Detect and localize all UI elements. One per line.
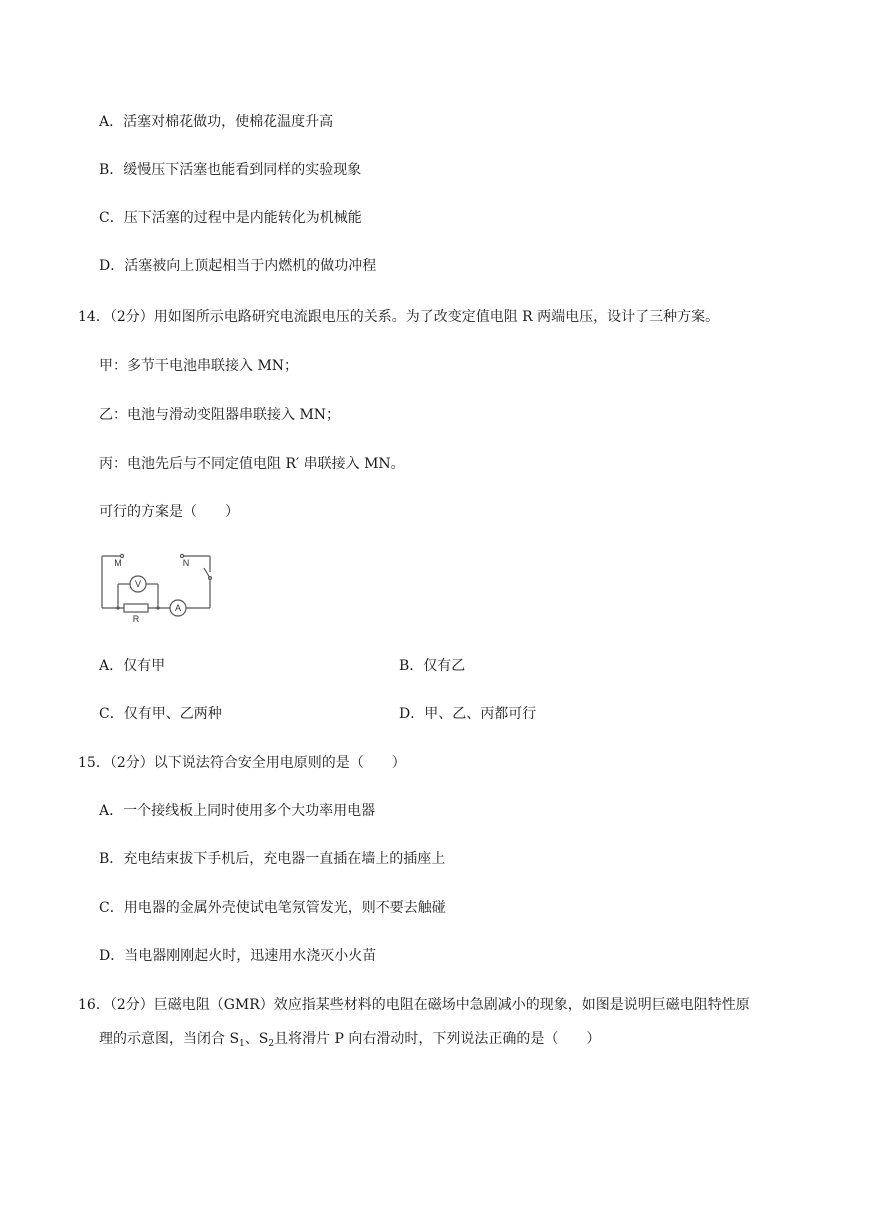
q13-option-b: B．缓慢压下活塞也能看到同样的实验现象 [99, 162, 362, 178]
q14-option-b: B．仅有乙 [399, 658, 466, 674]
s2-subscript: 2 [268, 1039, 275, 1049]
q14-option-c: C．仅有甲、乙两种 [99, 706, 222, 722]
resistor-r [124, 604, 148, 612]
label-n: N [182, 558, 190, 568]
q15-stem: 15．（2分）以下说法符合安全用电原则的是（ ） [78, 755, 406, 771]
q16-text-a: 理的示意图，当闭合 S [99, 1031, 240, 1047]
q14-plan-jia: 甲：多节干电池串联接入 MN； [99, 358, 299, 374]
q16-stem-line1: 16．（2分）巨磁电阻（GMR）效应指某些材料的电阻在磁场中急剧减小的现象，如图是说明巨磁电阻特性原 [78, 997, 750, 1013]
s1-subscript: 1 [239, 1039, 245, 1049]
q14-stem: 14．（2分）用如图所示电路研究电流跟电压的关系。为了改变定值电阻 R 两端电压，设计了三种方案。 [78, 309, 720, 325]
q15-option-a: A．一个接线板上同时使用多个大功率用电器 [99, 803, 376, 819]
q14-plan-bing: 丙：电池先后与不同定值电阻 R′ 串联接入 MN。 [99, 456, 405, 472]
q15-option-b: B．充电结束拔下手机后，充电器一直插在墙上的插座上 [99, 851, 446, 867]
q14-option-a: A．仅有甲 [99, 658, 166, 674]
q16-stem-line2 [99, 1029, 600, 1054]
q15-option-c: C．用电器的金属外壳使试电笔氖管发光，则不要去触碰 [99, 900, 446, 916]
q16-text-b: 、S [244, 1031, 269, 1047]
q16-text-c: 且将滑片 P 向右滑动时，下列说法正确的是（ ） [274, 1031, 601, 1047]
label-m: M [114, 558, 122, 568]
circuit-diagram [96, 548, 218, 624]
label-r: R [132, 614, 140, 624]
q14-option-d: D．甲、乙、丙都可行 [399, 706, 537, 722]
q15-option-d: D．当电器刚刚起火时，迅速用水浇灭小火苗 [99, 948, 377, 964]
label-a: A [174, 603, 182, 613]
label-v: V [134, 579, 142, 589]
q14-plan-yi: 乙：电池与滑动变阻器串联接入 MN； [99, 407, 341, 423]
q13-option-c: C．压下活塞的过程中是内能转化为机械能 [99, 210, 362, 226]
q14-prompt: 可行的方案是（ ） [99, 504, 239, 520]
q13-option-a: A．活塞对棉花做功，使棉花温度升高 [99, 114, 334, 130]
q13-option-d: D．活塞被向上顶起相当于内燃机的做功冲程 [99, 258, 377, 274]
